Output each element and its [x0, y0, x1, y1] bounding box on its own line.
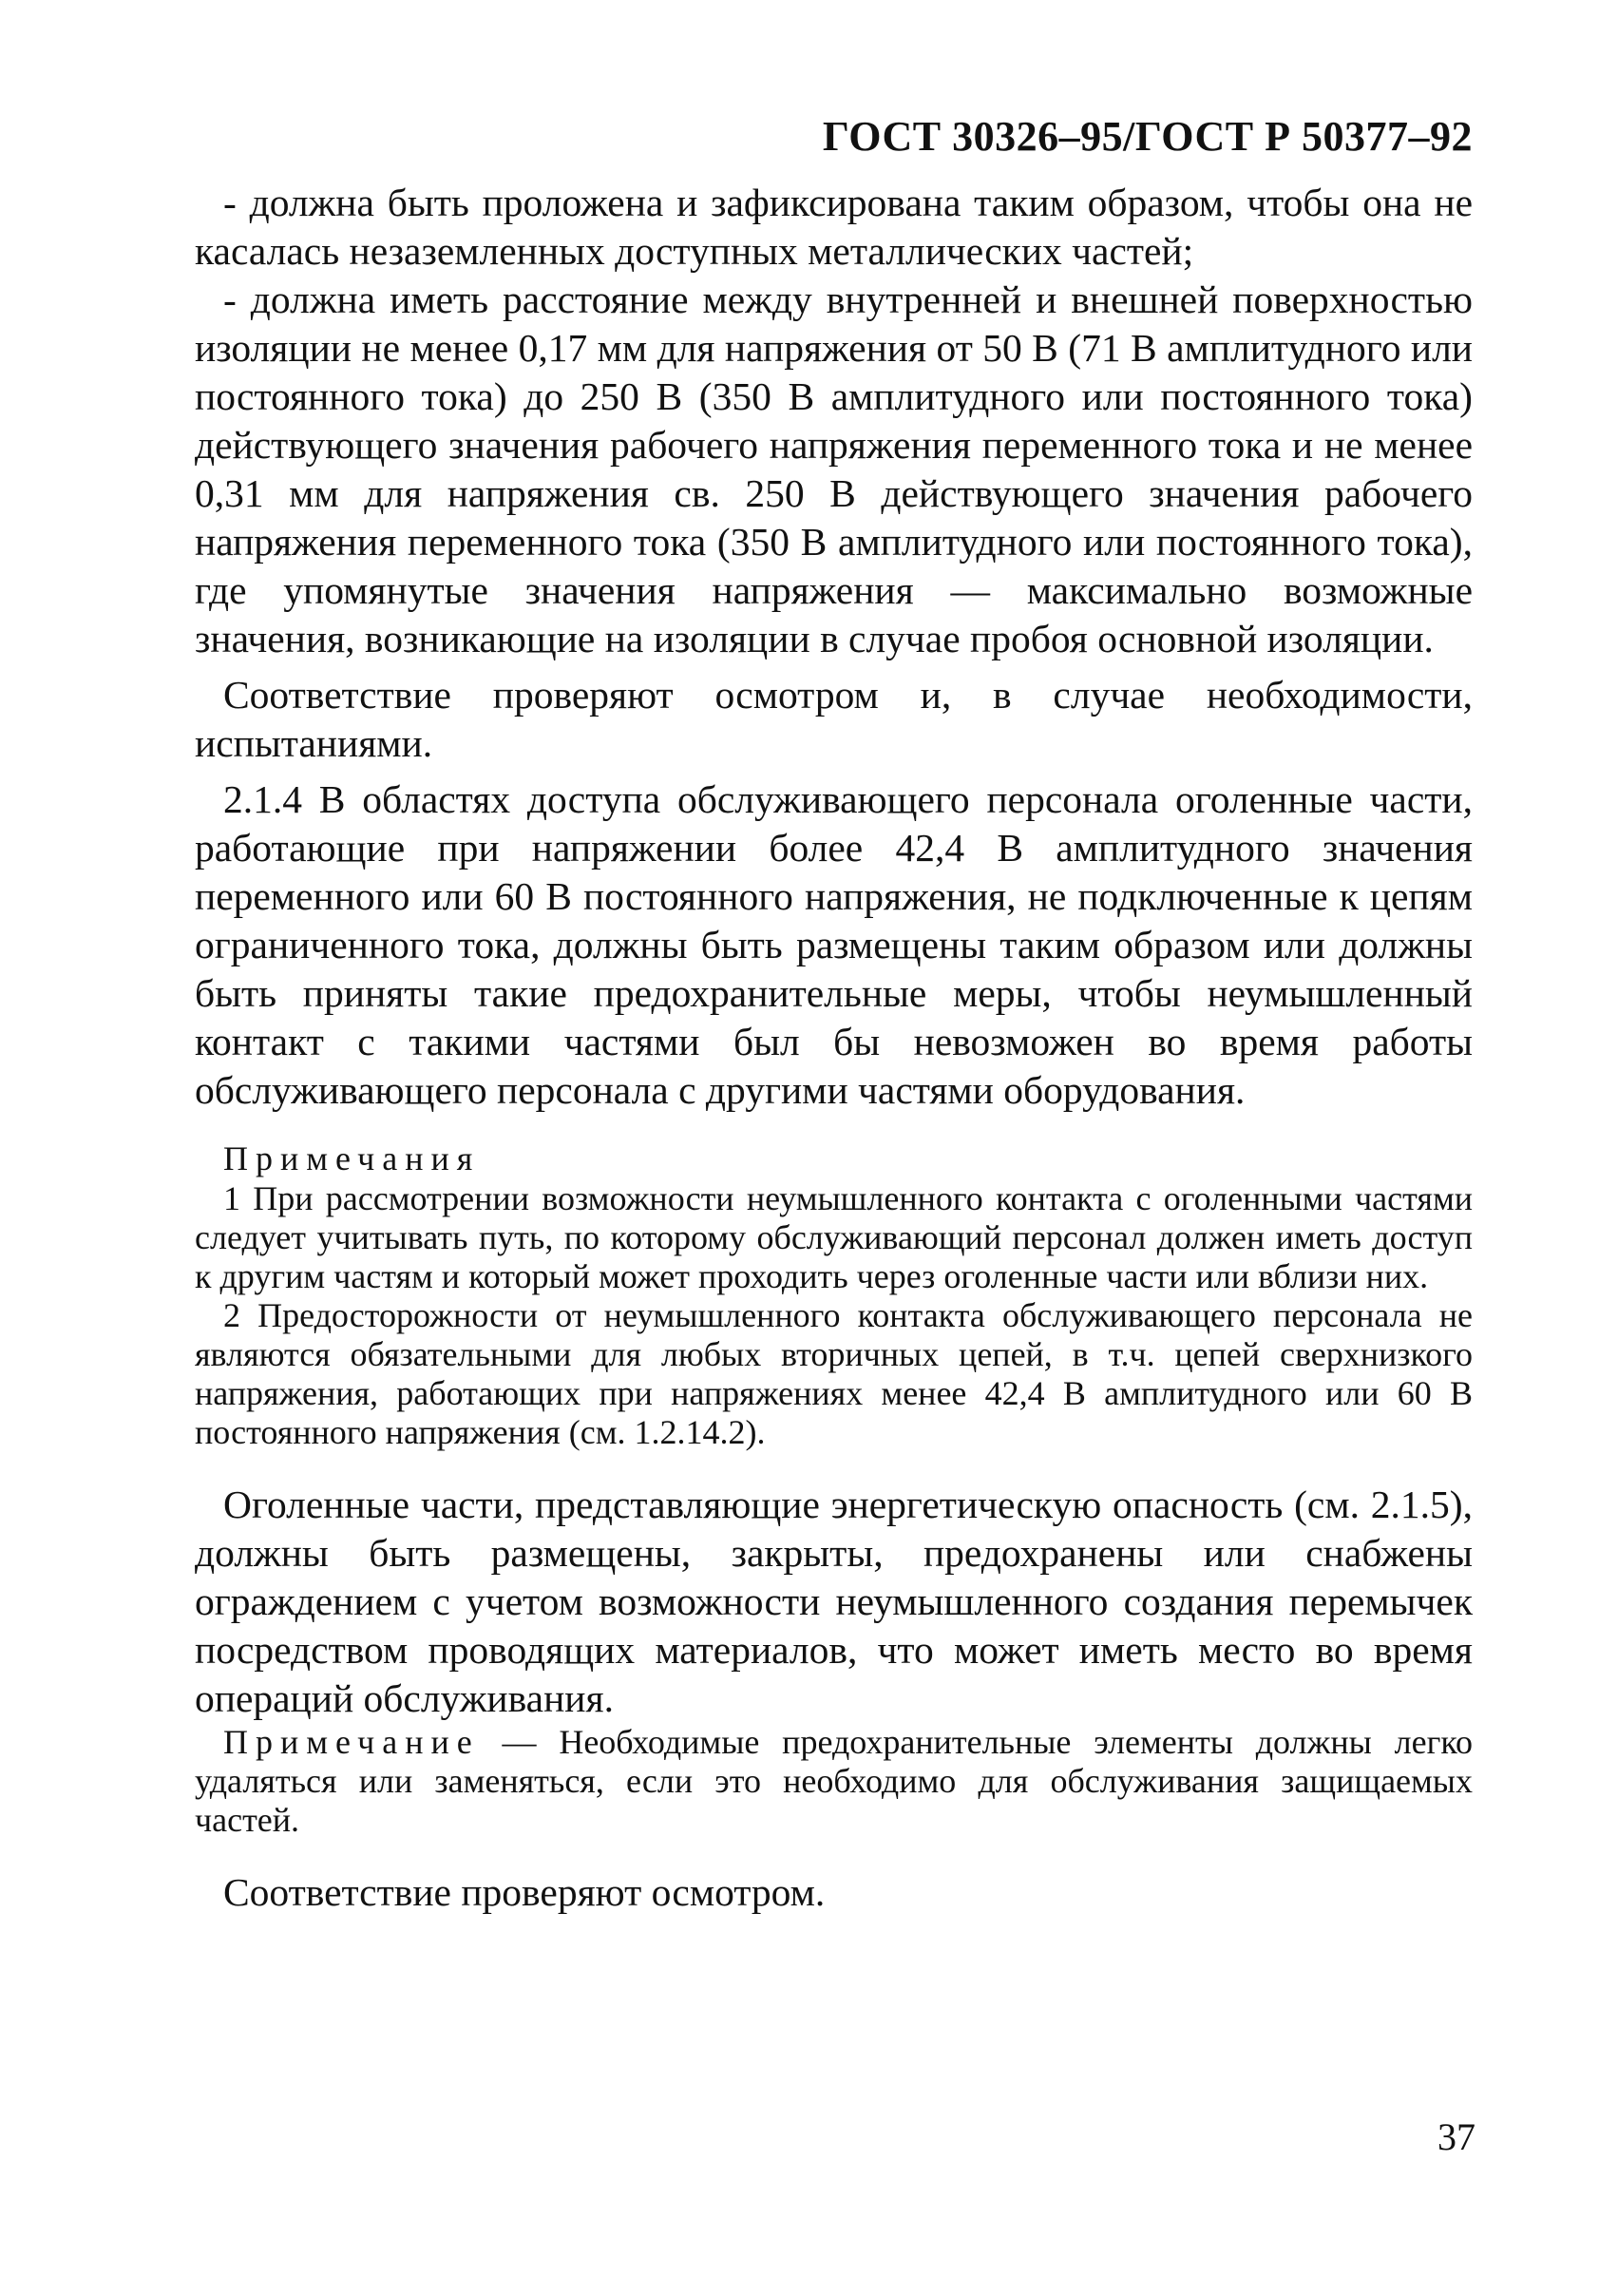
document-page: [195, 114, 1473, 1917]
notes-heading: Примечания: [223, 1139, 481, 1178]
paragraph-compliance-2: Соответствие проверяют осмотром.: [223, 1870, 826, 1915]
paragraph-compliance-1: Соответствие проверяют осмотром и, в случае необходимости, испытаниями.: [195, 673, 1473, 766]
page-number: 37: [1437, 2115, 1475, 2158]
paragraph-bullet-2: - должна иметь расстояние между внутренней и внешней поверхностью изоляции не менее 0,17 мм для напряжения от 50 В (71 В амплитудного или постоянного тока) до 250 В (350 В амплитудного или постоянного тока) действующего значения рабочего напряжения переменного тока и не менее 0,31 мм для напряжения св. 250 В действующего значения рабочего напряжения переменного тока (350 В амплитудного или постоянного тока), где упомянутые значения напряжения — максимально возможные значения, возникающие на изоляции в случае пробоя основной изоляции.: [195, 277, 1473, 661]
note-single-text: — Необходимые предохранительные элементы должны легко удаляться или заменяться, если это необходимо для обслуживания защищаемых частей.: [195, 1723, 1473, 1840]
note-2: 2 Предосторожности от неумышленного контакта обслуживающего персонала не являются обязательными для любых вторичных цепей, в т.ч. цепей сверхнизкого напряжения, работающих при напряжениях менее 42,4 В амплитудного или 60 В постоянного напряжения (см. 1.2.14.2).: [195, 1296, 1473, 1452]
paragraph-hazard: Оголенные части, представляющие энергетическую опасность (см. 2.1.5), должны быть размещены, закрыты, предохранены или снабжены ограждением с учетом возможности неумышленного создания перемычек посредством проводящих материалов, что может иметь место во время операций обслуживания.: [195, 1483, 1473, 1721]
note-single-heading: Примечание: [223, 1723, 480, 1762]
note-1: 1 При рассмотрении возможности неумышленного контакта с оголенными частями следует учитывать путь, по которому обслуживающий персонал должен иметь доступ к другим частям и который может проходить через оголенные части или вблизи них.: [195, 1179, 1473, 1296]
paragraph-bullet-1: - должна быть проложена и зафиксирована таким образом, чтобы она не касалась незаземленных доступных металлических частей;: [195, 181, 1473, 274]
paragraph-section-2-1-4: 2.1.4 В областях доступа обслуживающего персонала оголенные части, работающие при напряжении более 42,4 В амплитудного значения переменного или 60 В постоянного напряжения, не подключенные к цепям ограниченного тока, должны быть размещены таким образом или должны быть приняты такие предохранительные меры, чтобы неумышленный контакт с такими частями был бы невозможен во время работы обслуживающего персонала с другими частями оборудования.: [195, 777, 1473, 1113]
note-single: [195, 1723, 1473, 1840]
document-header: ГОСТ 30326–95/ГОСТ Р 50377–92: [822, 113, 1473, 160]
